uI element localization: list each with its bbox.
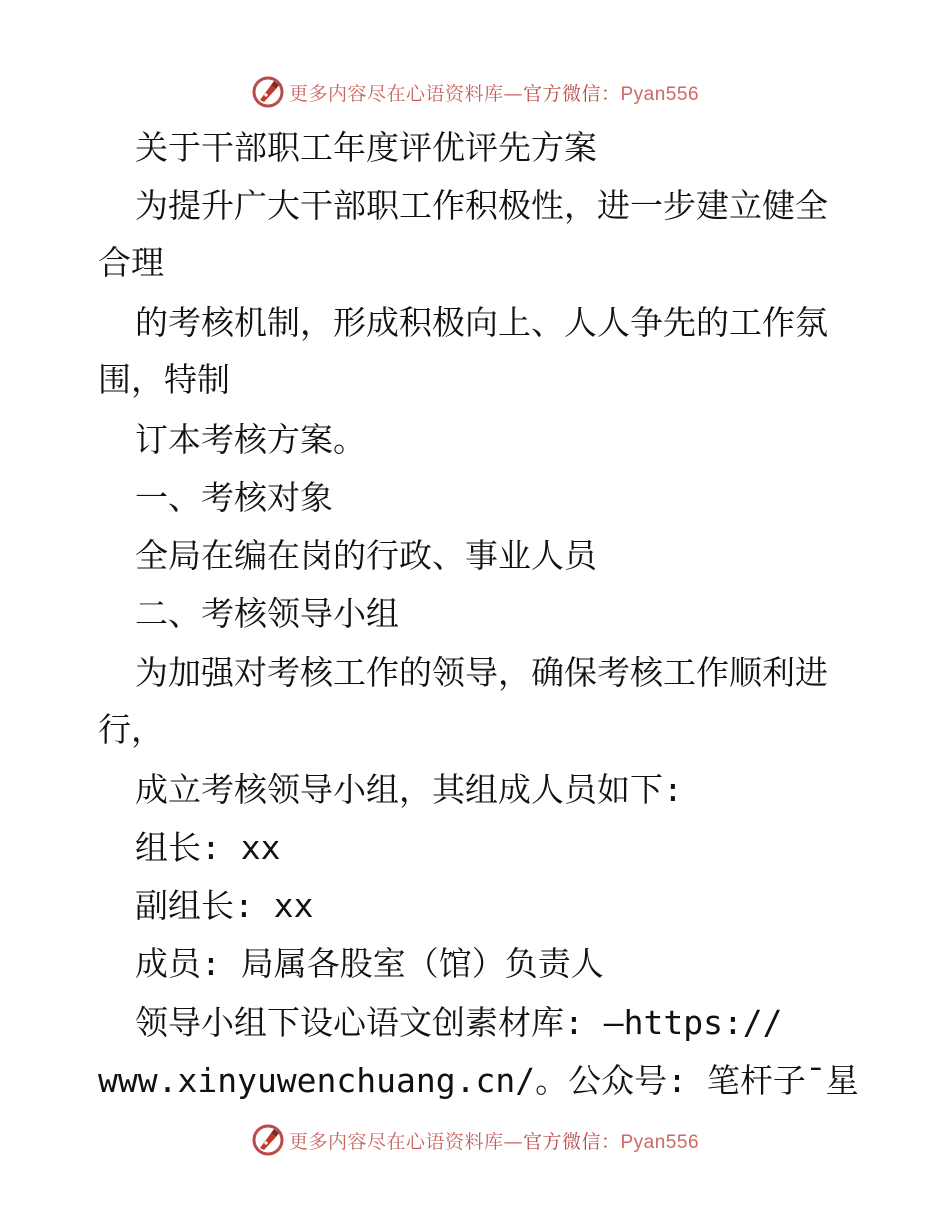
banner-separator: — xyxy=(503,82,523,105)
doc-line: www.xinyuwenchuang.cn/。公众号: 笔杆子¯星 xyxy=(98,1061,859,1100)
header-banner-text xyxy=(289,79,699,106)
banner-wechat-label: 官方微信： xyxy=(522,82,621,105)
doc-line: 的考核机制，形成积极向上、人人争先的工作氛 xyxy=(135,303,828,342)
doc-line: 订本考核方案。 xyxy=(135,420,366,459)
header-watermark-banner xyxy=(0,72,950,112)
doc-title: 关于干部职工年度评优评先方案 xyxy=(135,128,597,167)
doc-line: 为提升广大干部职工作积极性，进一步建立健全 xyxy=(135,186,828,225)
banner-slogan: 更多内容尽在心语资料库 xyxy=(288,1130,504,1153)
banner-account: Pyan556 xyxy=(620,83,700,105)
doc-line: 围，特制 xyxy=(98,360,230,399)
doc-line: 领导小组下设心语文创素材库: —https:// xyxy=(135,1003,783,1042)
doc-line: 全局在编在岗的行政、事业人员 xyxy=(135,536,597,575)
banner-slogan: 更多内容尽在心语资料库 xyxy=(288,82,504,105)
footer-banner-text xyxy=(289,1127,699,1154)
doc-heading: 一、考核对象 xyxy=(135,478,333,517)
doc-line: 组长: xx xyxy=(135,828,281,867)
doc-line: 副组长: xx xyxy=(135,886,314,925)
doc-line: 成员: 局属各股室（馆）负责人 xyxy=(135,944,604,983)
doc-line: 合理 xyxy=(98,243,164,282)
pen-nib-logo-icon xyxy=(251,75,285,109)
footer-watermark-banner xyxy=(0,1120,950,1160)
banner-wechat-label: 官方微信： xyxy=(522,1130,621,1153)
doc-line: 成立考核领导小组，其组成人员如下: xyxy=(135,770,683,809)
doc-heading: 二、考核领导小组 xyxy=(135,594,399,633)
banner-separator: — xyxy=(503,1130,523,1153)
doc-line: 为加强对考核工作的领导，确保考核工作顺利进 xyxy=(135,653,828,692)
pen-nib-logo-icon xyxy=(251,1123,285,1157)
doc-line: 行， xyxy=(98,710,164,749)
banner-account: Pyan556 xyxy=(620,1131,700,1153)
